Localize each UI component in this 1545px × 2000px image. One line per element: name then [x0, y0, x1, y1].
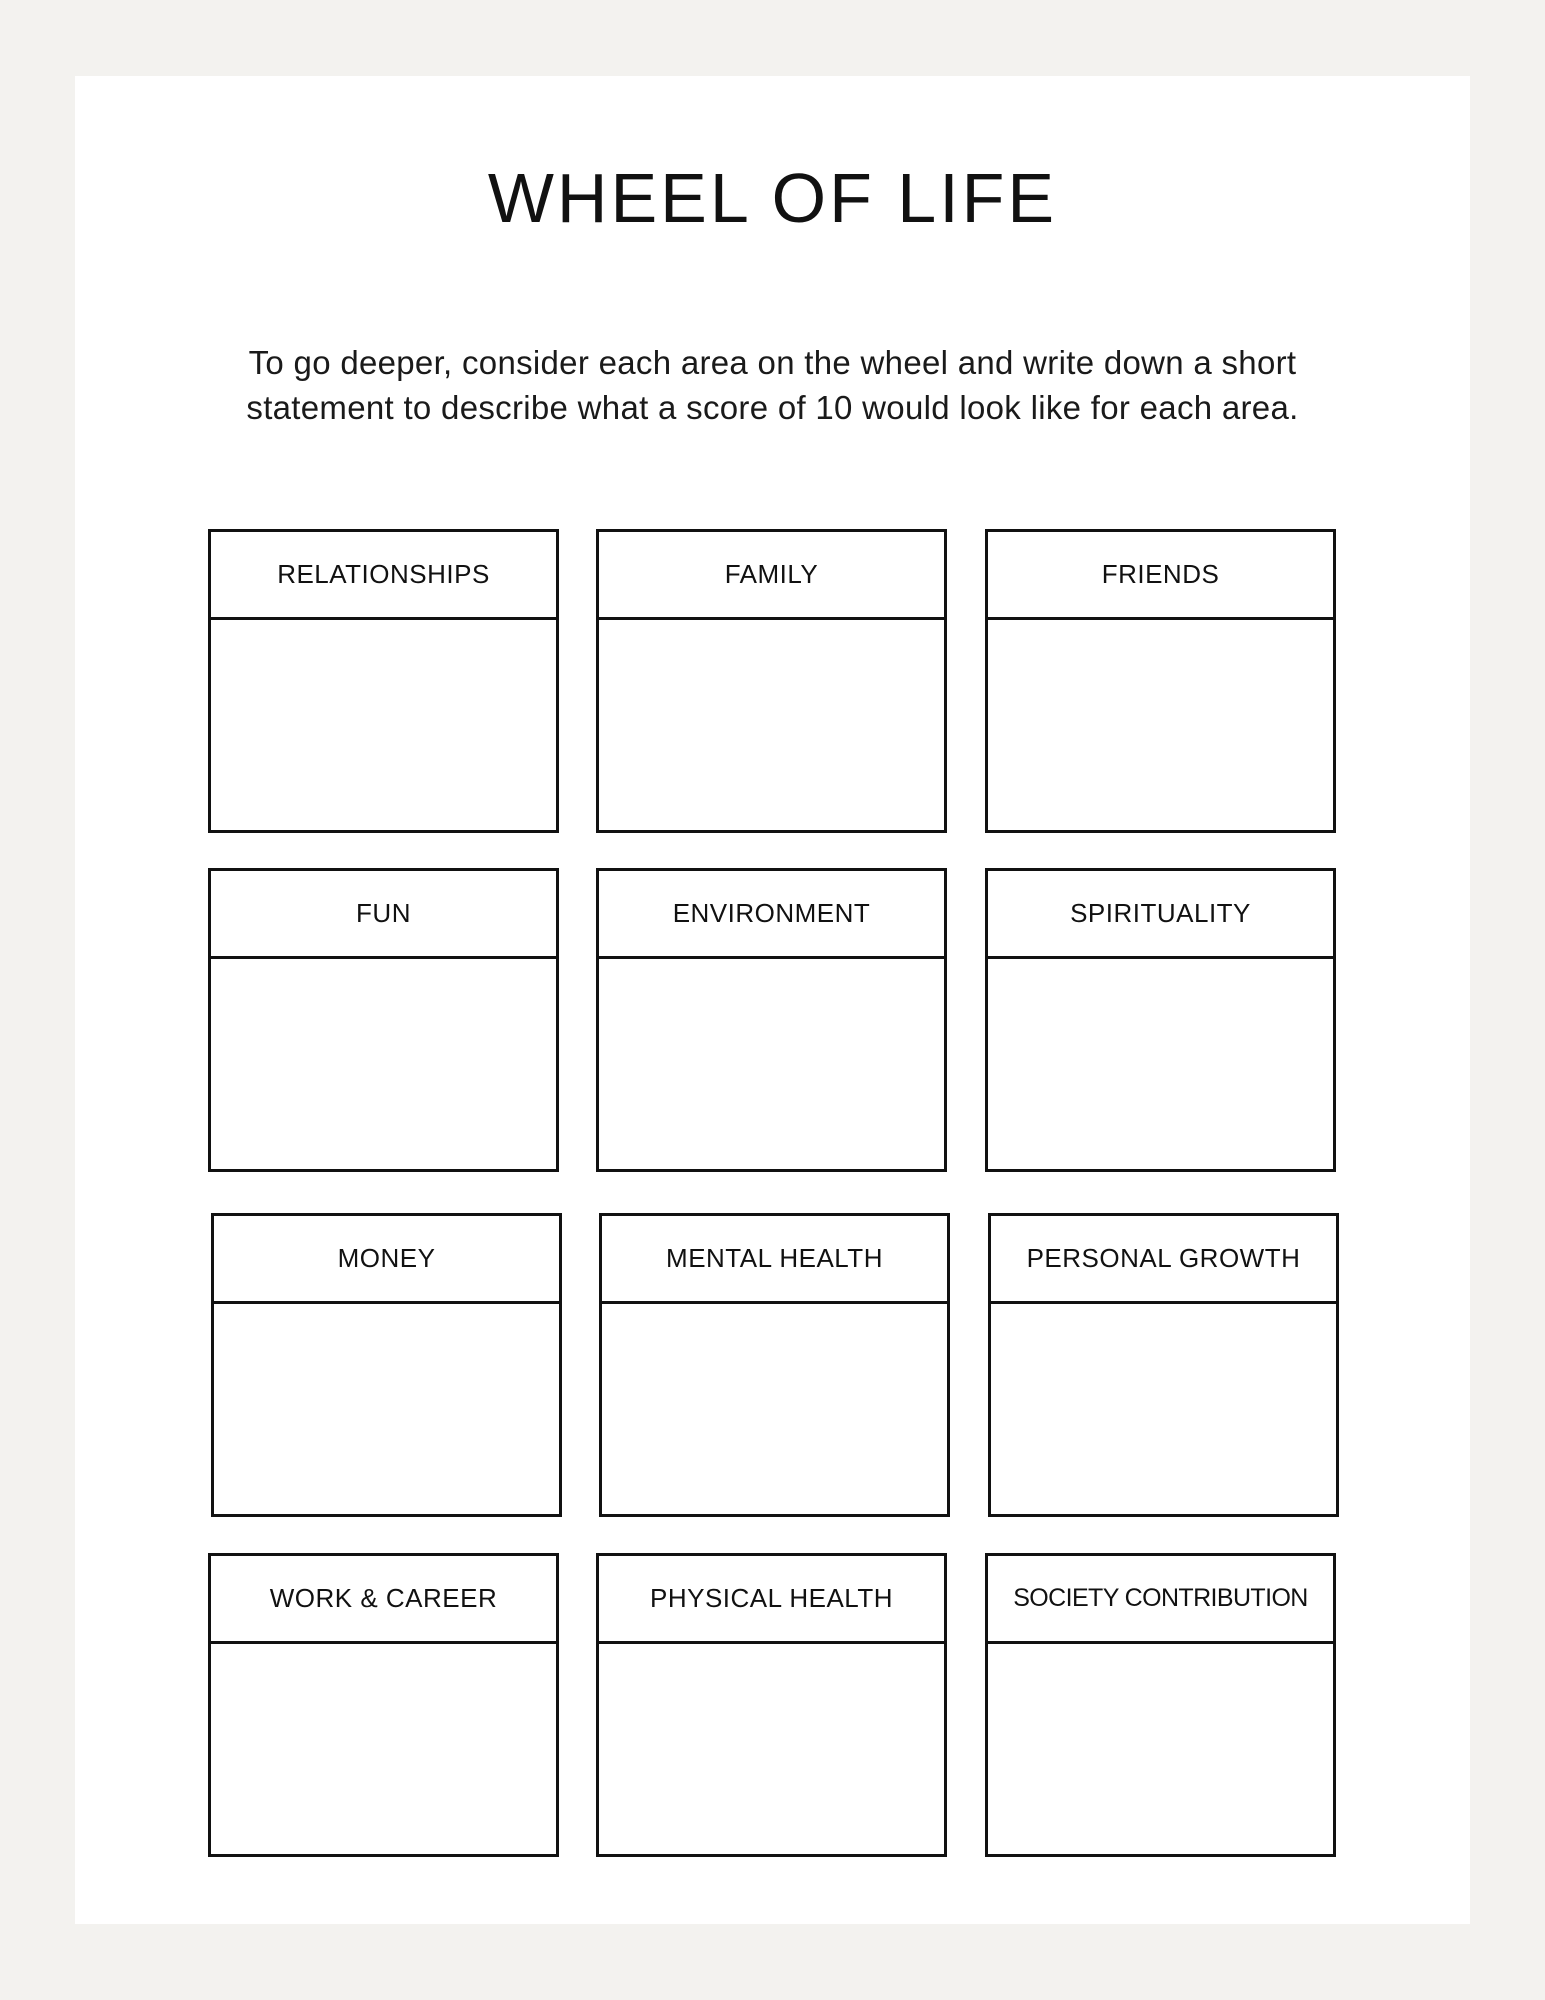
area-label: RELATIONSHIPS	[211, 532, 556, 620]
area-label: MENTAL HEALTH	[602, 1216, 947, 1304]
area-label: SOCIETY CONTRIBUTION	[988, 1556, 1333, 1644]
page-title: WHEEL OF LIFE	[487, 159, 1058, 237]
area-box-spirituality	[985, 868, 1336, 1172]
writing-space[interactable]	[988, 1644, 1333, 1854]
area-label: WORK & CAREER	[211, 1556, 556, 1644]
area-box-family	[596, 529, 947, 833]
area-box-environment	[596, 868, 947, 1172]
intro-line-1: To go deeper, consider each area on the wheel and write down a short	[248, 344, 1297, 381]
area-box-personal-growth	[988, 1213, 1339, 1517]
area-box-physical-health	[596, 1553, 947, 1857]
writing-space[interactable]	[211, 959, 556, 1169]
area-label: FAMILY	[599, 532, 944, 620]
writing-space[interactable]	[988, 620, 1333, 830]
intro-line-2: statement to describe what a score of 10 would look like for each area.	[246, 389, 1299, 426]
intro-text	[200, 340, 1345, 430]
writing-space[interactable]	[214, 1304, 559, 1514]
area-label: FUN	[211, 871, 556, 959]
writing-space[interactable]	[602, 1304, 947, 1514]
writing-space[interactable]	[211, 620, 556, 830]
area-box-money	[211, 1213, 562, 1517]
area-label: PERSONAL GROWTH	[991, 1216, 1336, 1304]
area-box-fun	[208, 868, 559, 1172]
area-box-society-contribution	[985, 1553, 1336, 1857]
writing-space[interactable]	[599, 1644, 944, 1854]
area-label: PHYSICAL HEALTH	[599, 1556, 944, 1644]
area-label: ENVIRONMENT	[599, 871, 944, 959]
area-box-mental-health	[599, 1213, 950, 1517]
area-label: SPIRITUALITY	[988, 871, 1333, 959]
area-box-work-career	[208, 1553, 559, 1857]
area-box-friends	[985, 529, 1336, 833]
area-label: FRIENDS	[988, 532, 1333, 620]
writing-space[interactable]	[211, 1644, 556, 1854]
area-label: MONEY	[214, 1216, 559, 1304]
writing-space[interactable]	[988, 959, 1333, 1169]
writing-space[interactable]	[991, 1304, 1336, 1514]
writing-space[interactable]	[599, 959, 944, 1169]
area-box-relationships	[208, 529, 559, 833]
writing-space[interactable]	[599, 620, 944, 830]
